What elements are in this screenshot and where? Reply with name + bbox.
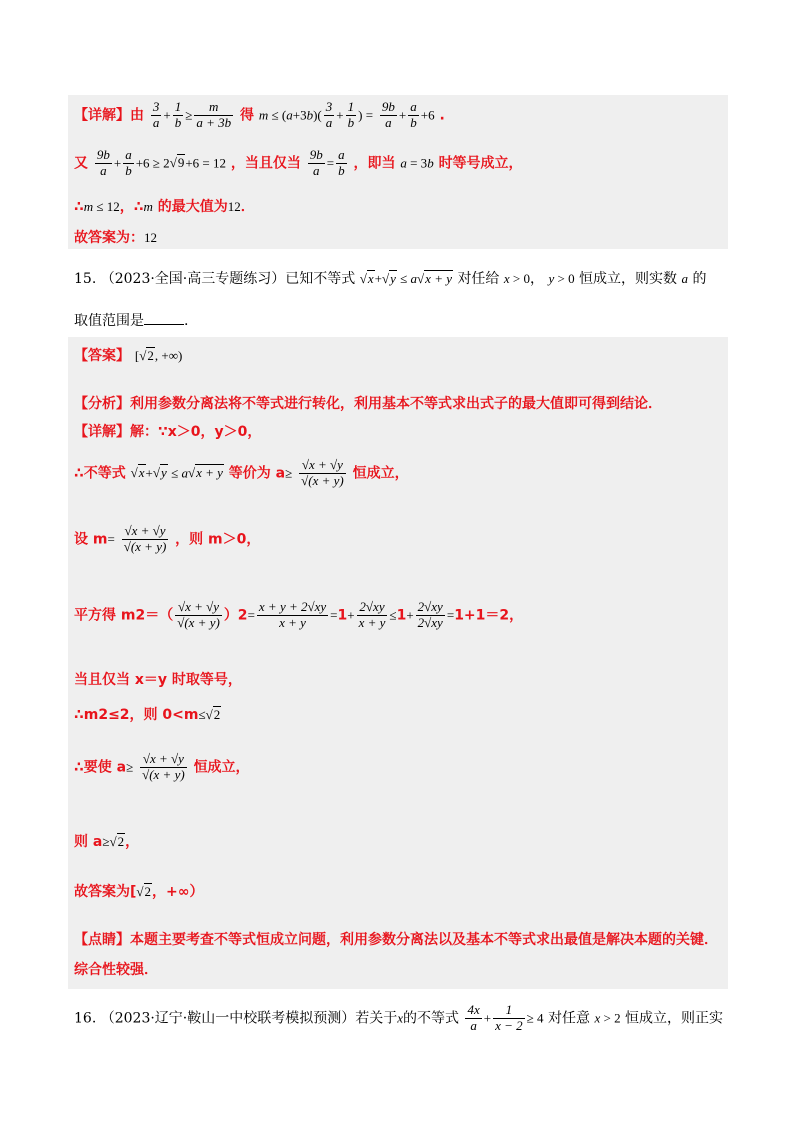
question-15: 15. （2023·全国·高三专题练习）已知不等式 √x+√y ≤ a√x + y 对任给 x > 0， y > 0 恒成立，则实数 a 的 xyxy=(74,271,707,287)
sol15-comment-2: 综合性较强． xyxy=(74,962,158,978)
question-16: 16. （2023·辽宁·鞍山一中校联考模拟预测）若关于x的不等式 $\frac{4x}{a}$ + $\frac{1}{x - 2}$ ≥ 4 对任意 x > 2 恒成立，则正实 xyxy=(74,1002,724,1033)
p14-detail-line: 【详解】由 $\frac{3}{a}$ + $\frac{1}{b}$ ≥ $\frac{m}{a + 3b}$ 得 m ≤ (a+3b)( $\frac{3}{a}$ + $\frac{1}{b}$ ) = $\frac{9b}{a}$ + $\frac{a}{b}$ +6 . xyxy=(74,99,445,130)
sol15-line-3: 平方得 m2＝（ $\frac{√x + √y}{√(x + y)}$ ）2= $\frac{x + y + 2√xy}{x + y}$ =1+ $\frac{2√xy}{x + y}$ ≤1+ $\frac{2√xy}{2√xy}$ =1+1＝2， xyxy=(74,599,524,630)
answer-blank xyxy=(144,312,184,325)
sol15-line-5: ∴m2≤2，则 0<m≤√2 xyxy=(74,707,221,723)
sol15-line-6: ∴要使 a≥ $\frac{√x + √y}{√(x + y)}$ 恒成立， xyxy=(74,751,250,782)
sol15-line-4: 当且仅当 x＝y 时取等号， xyxy=(74,672,242,688)
sol15-line-8: 故答案为[√2，+∞） xyxy=(74,884,204,900)
sol15-detail: 【详解】解：∵x＞0，y＞0， xyxy=(74,424,262,440)
question-15-line-2: 取值范围是 . xyxy=(74,313,189,329)
p14-line-2: 又 $\frac{9b}{a}$ + $\frac{a}{b}$ +6 ≥ 2√9+6 = 12 ，当且仅当 $\frac{9b}{a}$ = $\frac{a}{b}$ ，即当 a = 3b 时等号成立， xyxy=(74,147,523,178)
p14-line-3: ∴m ≤ 12，∴m 的最大值为12． xyxy=(74,199,255,215)
sol15-line-1: ∴不等式 √x+√y ≤ a√x + y 等价为 a≥ $\frac{√x + √y}{√(x + y)}$ 恒成立， xyxy=(74,457,409,488)
sol15-line-7: 则 a≥√2， xyxy=(74,834,140,850)
sol15-line-2: 设 m= $\frac{√x + √y}{√(x + y)}$ ，则 m＞0， xyxy=(74,523,261,554)
sol15-answer: 【答案】 [√2, +∞) xyxy=(74,348,183,364)
sol15-analysis: 【分析】利用参数分离法将不等式进行转化，利用基本不等式求出式子的最大值即可得到结论． xyxy=(74,396,662,412)
p14-answer: 故答案为：12 xyxy=(74,230,157,246)
sol15-comment: 【点睛】本题主要考查不等式恒成立问题，利用参数分离法以及基本不等式求出最值是解决本题的关键． xyxy=(74,932,718,948)
